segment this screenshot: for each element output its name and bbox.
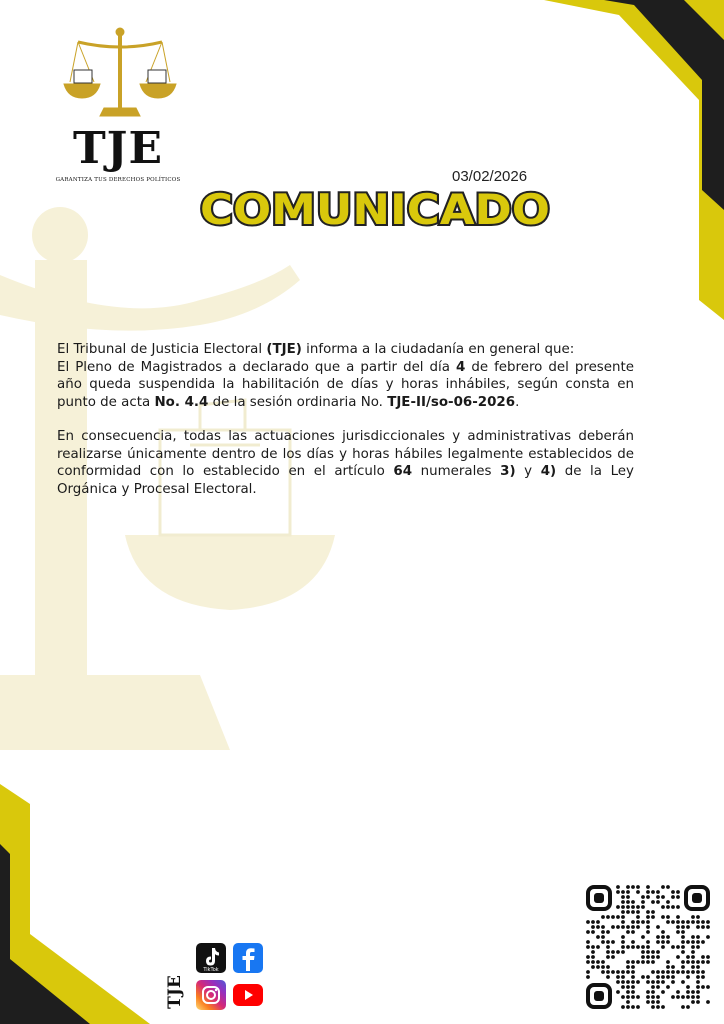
paragraph-intro: [57, 341, 634, 411]
communique-body: [57, 341, 634, 498]
logo-text: TJE: [72, 123, 164, 174]
scales-of-justice-icon: [48, 24, 188, 124]
text-run: y: [515, 464, 541, 479]
qr-code[interactable]: [585, 884, 711, 1010]
text-run: El Pleno de Magistrados a declarado que a partir del día: [57, 359, 456, 375]
paragraph-consequence: [57, 428, 634, 498]
tje-logo: [48, 24, 188, 189]
text-run: informa a la ciudadanía en general que:: [301, 342, 575, 357]
text-bold: 3): [500, 464, 516, 479]
text-bold: (TJE): [266, 342, 302, 357]
corner-decoration-bottom-left: [0, 784, 160, 1024]
title-text: COMUNICADO: [200, 185, 550, 234]
text-run: de febrero del presente año queda suspendida la habilitación de días y horas inhábiles, según consta en punto de acta: [57, 359, 634, 410]
text-bold: No. 4.4: [154, 394, 209, 410]
text-bold: 4: [455, 359, 466, 375]
text-run: El Tribunal de Justicia Electoral: [57, 342, 267, 357]
corner-decoration-top-right: [524, 0, 724, 320]
text-bold: 4): [540, 464, 557, 479]
social-links: [163, 940, 273, 1010]
social-brand: TJE: [165, 975, 185, 1009]
tiktok-label: TikTok: [203, 967, 219, 973]
logo-tagline: GARANTIZA TUS DERECHOS POLÍTICOS: [55, 177, 181, 183]
text-bold: TJE-II/so-06-2026: [387, 394, 516, 410]
date: 03/02/2026: [452, 168, 528, 185]
text-bold: 64: [393, 464, 413, 479]
text-run: de la Ley Orgánica y Procesal Electoral.: [57, 464, 634, 497]
text-run: numerales: [412, 464, 501, 479]
facebook-icon[interactable]: [233, 943, 263, 973]
text-run: .: [515, 394, 520, 410]
tiktok-icon[interactable]: [196, 943, 226, 973]
text-run: En consecuencia, todas las actuaciones jurisdiccionales y administrativas deberán realizarse únicamente dentro de los días y horas hábiles legalmente establecidos de conformidad con lo establecido en el artículo: [57, 429, 634, 479]
youtube-icon[interactable]: [233, 984, 263, 1006]
text-run: de la sesión ordinaria No.: [208, 394, 388, 410]
instagram-icon[interactable]: [196, 980, 226, 1010]
page-title: [190, 180, 560, 240]
